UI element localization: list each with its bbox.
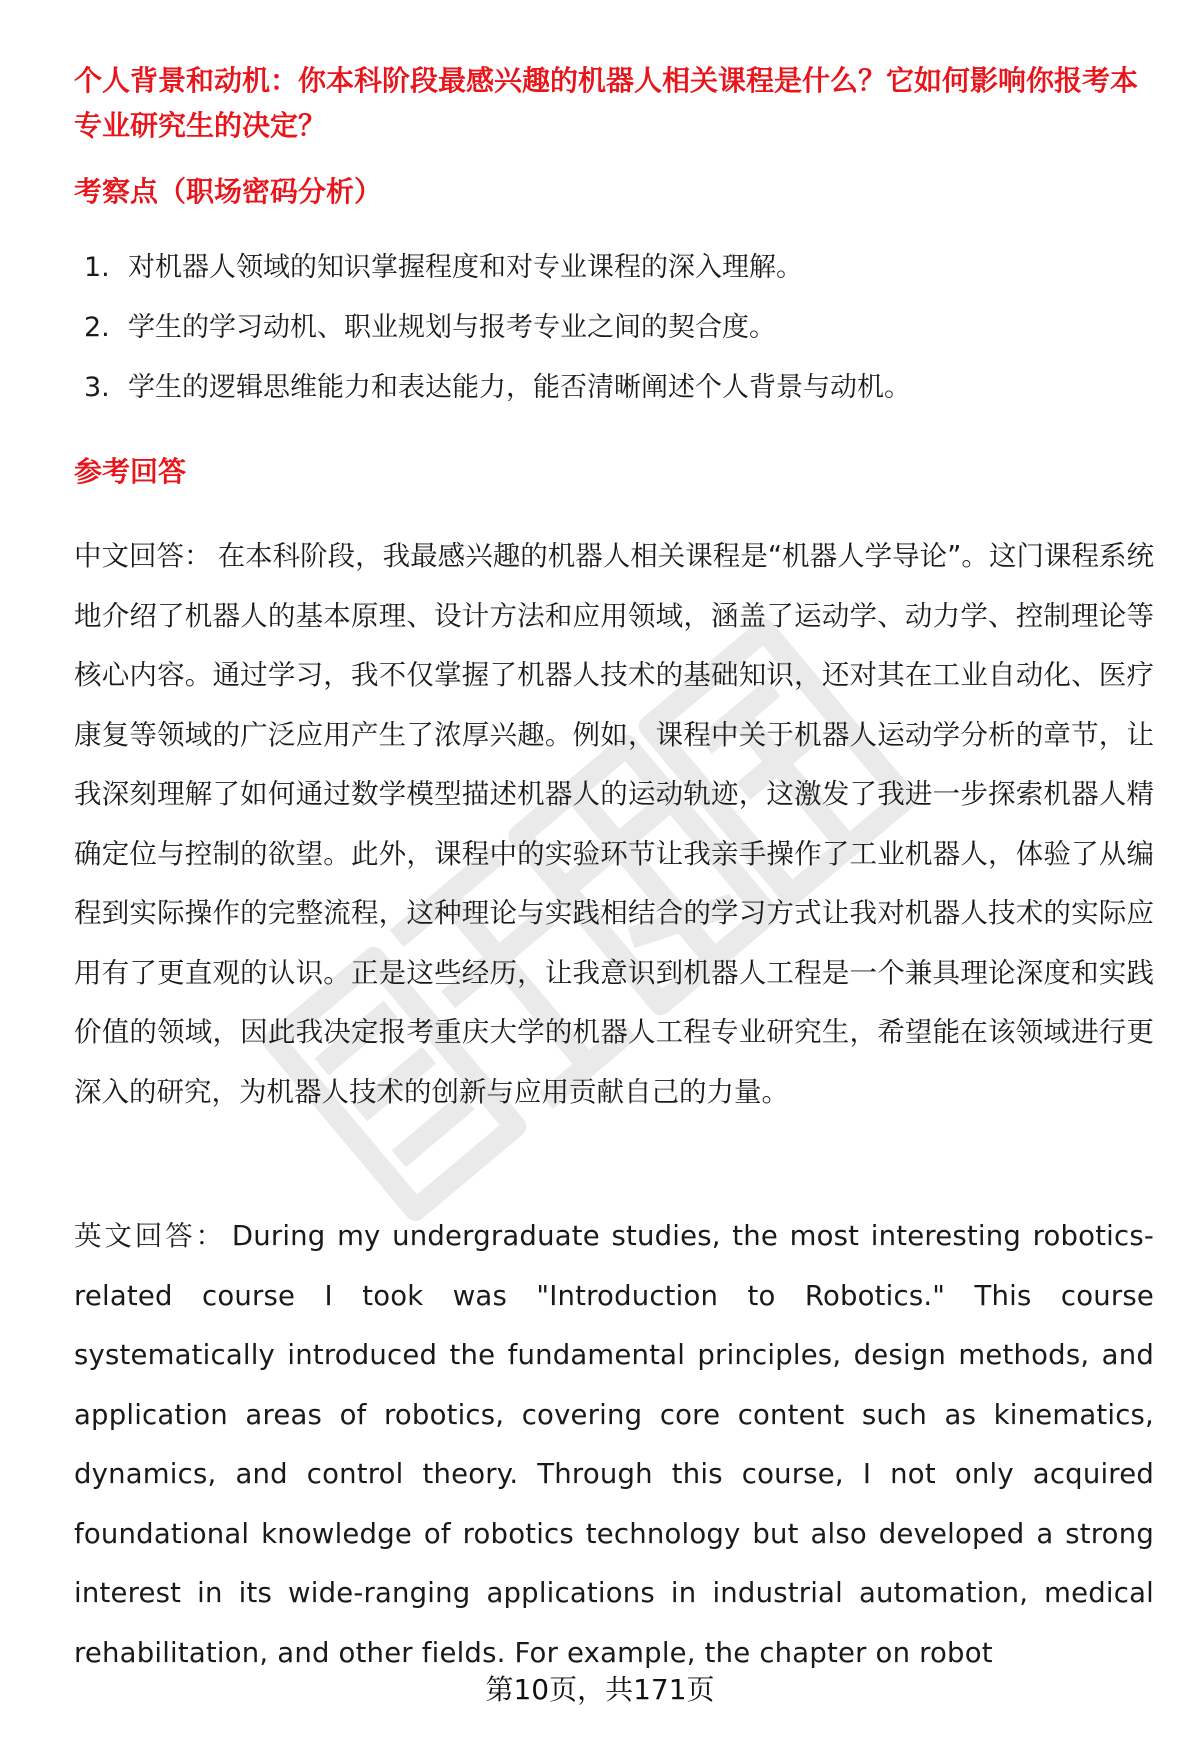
list-item-text: 学生的学习动机、职业规划与报考专业之间的契合度。: [128, 312, 776, 343]
list-item: [84, 308, 1154, 368]
chinese-answer-text: 在本科阶段，我最感兴趣的机器人相关课程是“机器人学导论”。这门课程系统地介绍了机器人的基本原理、设计方法和应用领域，涵盖了运动学、动力学、控制理论等核心内容。通过学习，我不仅掌握了机器人技术的基础知识，还对其在工业自动化、医疗康复等领域的广泛应用产生了浓厚兴趣。例如，课程中关于机器人运动学分析的章节，让我深刻理解了如何通过数学模型描述机器人的运动轨迹，这激发了我进一步探索机器人精确定位与控制的欲望。此外，课程中的实验环节让我亲手操作了工业机器人，体验了从编程到实际操作的完整流程，这种理论与实践相结合的学习方式让我对机器人技术的实际应用有了更直观的认识。正是这些经历，让我意识到机器人工程是一个兼具理论深度和实践价值的领域，因此我决定报考重庆大学的机器人工程专业研究生，希望能在该领域进行更深入的研究，为机器人技术的创新与应用贡献自己的力量。: [74, 540, 1155, 1108]
english-answer-text: During my undergraduate studies, the most interesting robotics-related course I took was "Introduction to Robotics." This course systematically introduced the fundamental principles, design methods, and application areas of robotics, covering core content such as kinematics, dynamics, and control theory. Through this course, I not only acquired foundational knowledge of robotics technology but also developed a strong interest in its wide-ranging applications in industrial automation, medical rehabilitation, and other fields. For example, the chapter on robot: [74, 1220, 1154, 1669]
list-item-text: 学生的逻辑思维能力和表达能力，能否清晰阐述个人背景与动机。: [128, 372, 911, 403]
question-heading: 个人背景和动机：你本科阶段最感兴趣的机器人相关课程是什么？它如何影响你报考本专业研究生的决定？: [74, 64, 1139, 142]
english-answer-paragraph: [74, 1207, 1154, 1683]
list-item-number: 2.: [84, 312, 110, 343]
page-number-footer: 第10页，共171页: [485, 1673, 715, 1706]
list-item: [84, 248, 1154, 308]
reference-answer-title: 参考回答: [74, 455, 187, 488]
exam-points-list: [84, 248, 1154, 428]
chinese-answer-label: 中文回答：: [74, 540, 212, 572]
list-item-number: 3.: [84, 372, 110, 403]
exam-points-title: 考察点（职场密码分析）: [74, 175, 383, 208]
list-item-number: 1.: [84, 252, 110, 283]
list-item-text: 对机器人领域的知识掌握程度和对专业课程的深入理解。: [128, 252, 803, 283]
list-item: [84, 368, 1154, 428]
english-answer-label: 英文回答：: [74, 1220, 226, 1252]
chinese-answer-paragraph: [74, 527, 1154, 1122]
